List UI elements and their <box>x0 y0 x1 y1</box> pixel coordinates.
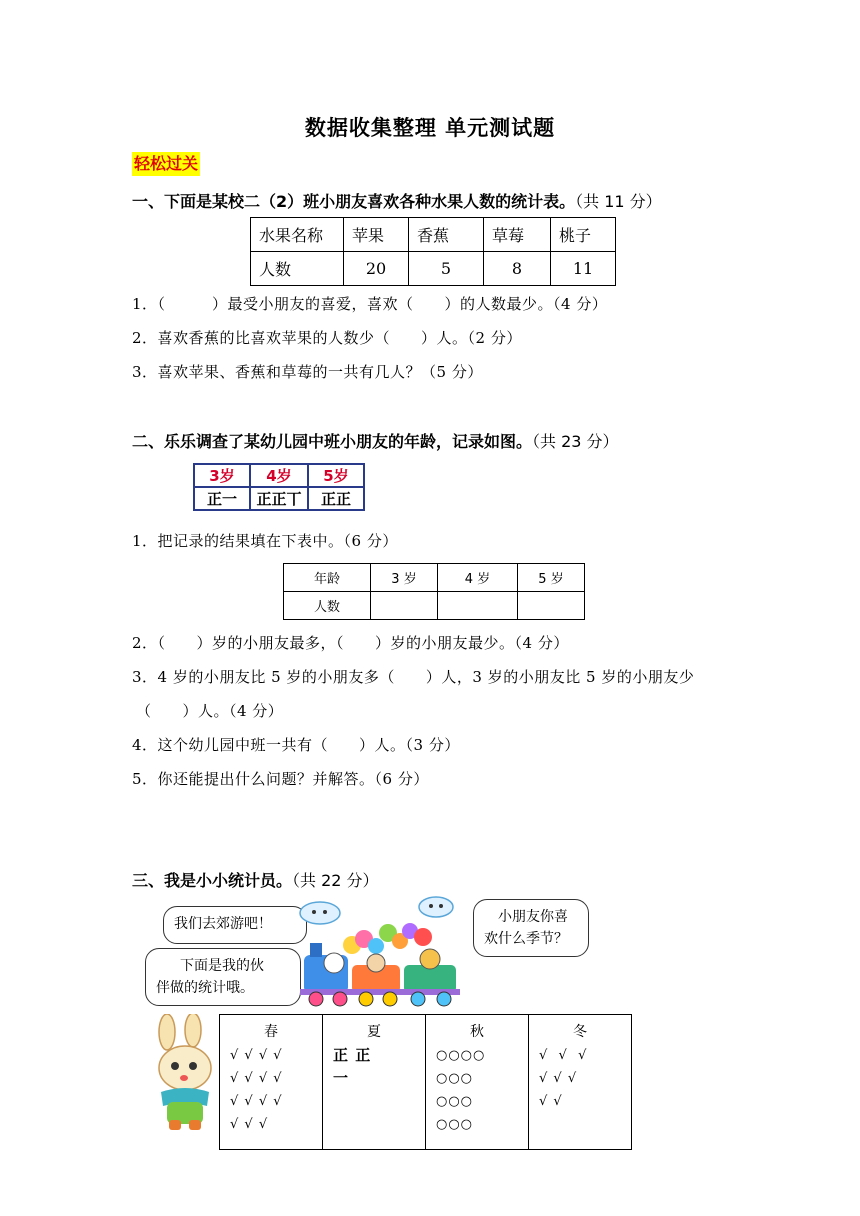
section2-points: （共 23 分） <box>532 432 619 451</box>
fruit-table-header <box>251 218 616 252</box>
answer-cell[interactable] <box>518 592 585 620</box>
season-name: 春 <box>264 1024 278 1040</box>
answer-cell[interactable] <box>371 592 438 620</box>
age-table-header <box>284 564 585 592</box>
section3-points: （共 22 分） <box>292 871 379 890</box>
question-1-2: 2．喜欢香蕉的比喜欢苹果的人数少（ ）人。（2 分） <box>132 329 522 347</box>
season-tally-table <box>219 1014 632 1150</box>
section2-heading <box>132 429 619 452</box>
fruit-table-row <box>251 252 616 286</box>
table-cell: 5 <box>409 252 484 286</box>
record-tally: 正正丅 <box>250 487 308 510</box>
season-name: 冬 <box>573 1024 587 1040</box>
record-tally: 正正 <box>308 487 364 510</box>
section1-points: （共 11 分） <box>575 192 662 211</box>
bubble-line: 下面是我的伙 <box>180 958 264 974</box>
speech-bubble-outing: 我们去郊游吧！ <box>163 906 307 944</box>
season-marks: √ √ √ √ √ √ √ √ <box>539 1048 588 1109</box>
table-cell: 苹果 <box>344 218 409 252</box>
table-cell: 桃子 <box>551 218 616 252</box>
record-age: 4岁 <box>250 464 308 487</box>
question-2-5: 5．你还能提出什么问题？并解答。（6 分） <box>132 770 429 788</box>
table-cell: 人数 <box>284 592 371 620</box>
table-cell: 香蕉 <box>409 218 484 252</box>
question-2-4: 4．这个幼儿园中班一共有（ ）人。（3 分） <box>132 736 460 754</box>
section3-heading-text: 三、我是小小统计员。 <box>132 871 293 890</box>
bubble-line: 伴做的统计哦。 <box>156 980 254 996</box>
question-2-2: 2．（ ）岁的小朋友最多，（ ）岁的小朋友最少。（4 分） <box>132 634 569 652</box>
rabbit-illustration <box>147 1014 223 1132</box>
table-cell: 水果名称 <box>251 218 344 252</box>
table-cell: 4 岁 <box>438 564 518 592</box>
age-table-row <box>284 592 585 620</box>
record-age: 3岁 <box>194 464 250 487</box>
question-2-3-cont: （ ）人。（4 分） <box>136 702 284 720</box>
fruit-table <box>250 217 616 286</box>
age-answer-table <box>283 563 585 620</box>
bubble-line: 欢什么季节？ <box>484 931 568 947</box>
season-marks: √ √ √ √ √ √ √ √ √ √ √ √ √ √ √ <box>230 1048 283 1132</box>
season-cell <box>426 1015 529 1150</box>
record-tally-row <box>194 487 364 510</box>
question-1-3: 3．喜欢苹果、香蕉和草莓的一共有几人？（5 分） <box>132 363 483 381</box>
season-marks: ○○○○ ○○○ ○○○ ○○○ <box>436 1048 486 1132</box>
table-cell: 年龄 <box>284 564 371 592</box>
question-2-3: 3．4 岁的小朋友比 5 岁的小朋友多（ ）人，3 岁的小朋友比 5 岁的小朋友少 <box>132 668 695 686</box>
section3-heading <box>132 868 379 891</box>
question-1-1: 1．（ ）最受小朋友的喜爱，喜欢（ ）的人数最少。（4 分） <box>132 295 608 313</box>
table-cell: 3 岁 <box>371 564 438 592</box>
bubble-line: 小朋友你喜 <box>498 909 568 925</box>
season-cell <box>529 1015 632 1150</box>
answer-cell[interactable] <box>438 592 518 620</box>
record-header-row <box>194 464 364 487</box>
speech-bubble-season <box>473 899 589 957</box>
section2-heading-text: 二、乐乐调查了某幼儿园中班小朋友的年龄，记录如图。 <box>132 432 533 451</box>
record-tally: 正一 <box>194 487 250 510</box>
table-cell: 20 <box>344 252 409 286</box>
page-title: 数据收集整理 单元测试题 <box>304 116 556 140</box>
table-cell: 5 岁 <box>518 564 585 592</box>
season-cell <box>323 1015 426 1150</box>
train-illustration <box>290 893 470 1011</box>
section1-heading-text: 一、下面是某校二（2）班小朋友喜欢各种水果人数的统计表。 <box>132 192 576 211</box>
section-tag: 轻松过关 <box>132 152 200 176</box>
season-marks: 正 正 一 <box>333 1046 372 1087</box>
season-name: 夏 <box>367 1024 381 1040</box>
season-name: 秋 <box>470 1024 484 1040</box>
section1-heading <box>132 189 662 212</box>
table-cell: 8 <box>484 252 551 286</box>
table-cell: 人数 <box>251 252 344 286</box>
season-cell <box>220 1015 323 1150</box>
speech-bubble-stats <box>145 948 301 1006</box>
table-cell: 11 <box>551 252 616 286</box>
record-age: 5岁 <box>308 464 364 487</box>
table-cell: 草莓 <box>484 218 551 252</box>
age-record-image <box>193 463 365 511</box>
season-row <box>220 1015 632 1150</box>
question-2-1: 1．把记录的结果填在下表中。（6 分） <box>132 532 398 550</box>
